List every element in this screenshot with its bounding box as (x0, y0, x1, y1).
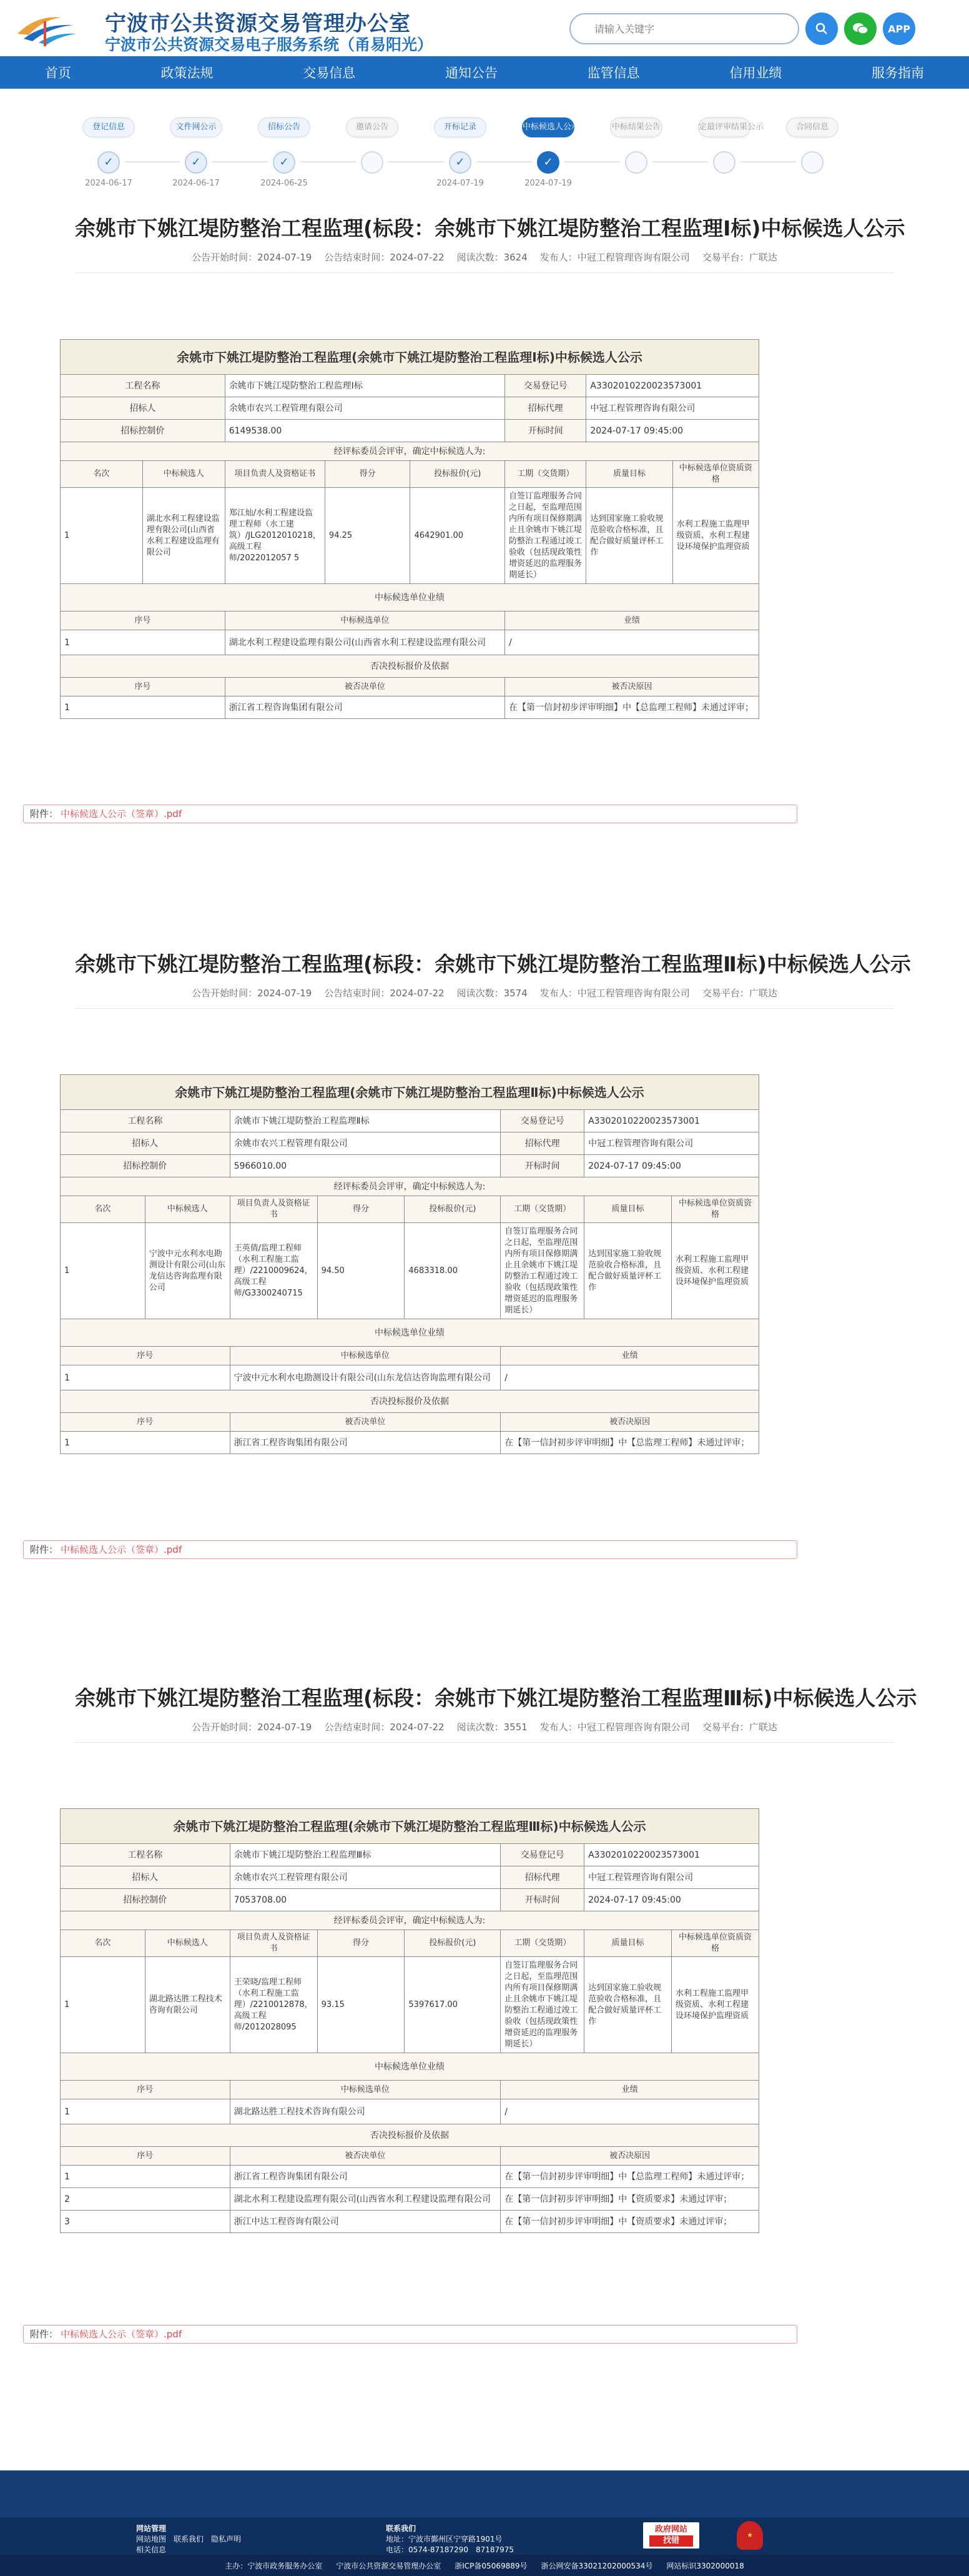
notice-meta: 公告开始时间：2024-07-19 公告结束时间：2024-07-22 阅读次数：3551 发布人：中冠工程管理咨询有限公司 交易平台：广联达 (192, 1721, 777, 1733)
step-3[interactable] (346, 117, 398, 179)
table-row: 1 湖北路达胜工程技术咨询有限公司 / (61, 2099, 759, 2124)
step-label[interactable]: 登记信息 (82, 117, 135, 137)
table-row: 1 湖北水利工程建设监理有限公司(山西省水利工程建设监理有限公司 郑江灿/水利工程建设监理工程师（水工建筑）/JLG2012010218，高级工程师/2022012057 5 94.25 4642901.00 自签订监理服务合同之日起，至监理范围内所有项目保修期满止且余姚市下姚江堤防整治工程通过竣工验收（包括现政策性增资延迟的监理服务期延长） 达到国家施工验收规范验收合格标准，且配合做好质量评杯工作 水利工程施工监理甲级资质、水利工程建设环境保护监理资质 (61, 488, 759, 584)
attachment-link[interactable]: 中标候选人公示（签章）.pdf (61, 1544, 182, 1555)
wechat-button[interactable] (844, 12, 877, 45)
table-row: 1 宁波中元水利水电勘测设计有限公司(山东龙信达咨询监理有限公司 / (61, 1365, 759, 1390)
search-icon (815, 22, 829, 36)
table-row: 3 浙江中达工程咨询有限公司 在【第一信封初步评审明细】中【资质要求】未通过评审； (61, 2211, 759, 2233)
nav-supervision[interactable]: 监管信息 (587, 66, 640, 81)
step-date: 2024-06-25 (260, 179, 308, 188)
table-caption: 余姚市下姚江堤防整治工程监理(余姚市下姚江堤防整治工程监理Ⅲ标)中标候选人公示 (61, 1809, 759, 1844)
search-button[interactable] (805, 12, 838, 45)
attachment-link[interactable]: 中标候选人公示（签章）.pdf (61, 808, 182, 820)
search-input[interactable] (569, 13, 799, 44)
header (0, 0, 969, 56)
table-row: 1 湖北水利工程建设监理有限公司(山西省水利工程建设监理有限公司 / (61, 630, 759, 655)
gov-site-badge[interactable]: 政府网站 找错 (643, 2522, 699, 2549)
step-date: 2024-06-17 (85, 179, 132, 188)
step-check-icon: ✓ (537, 151, 559, 174)
notice-header (75, 212, 905, 273)
app-button[interactable]: APP (883, 12, 915, 45)
nav-credit[interactable]: 信用业绩 (729, 66, 782, 81)
main-nav (0, 56, 969, 89)
step-check-icon: ✓ (449, 151, 471, 174)
step-check-icon: ✓ (185, 151, 207, 174)
table-row: 1 宁波中元水利水电勘测设计有限公司(山东龙信达咨询监理有限公司 王英倩/监理工程师（水利工程施工监理）/2210009624，高级工程师/G3300240715 94.50 4683318.00 自签订监理服务合同之日起，至监理范围内所有项目保修期满止且余姚市下姚江堤防整治工程通过竣工验收（包括现政策性增资延迟的监理服务期延长） 达到国家施工验收规范验收合格标准，且配合做好质量评杯工作 水利工程施工监理甲级资质、水利工程建设环境保护监理资质 (61, 1223, 759, 1319)
nav-guide[interactable]: 服务指南 (872, 66, 925, 81)
nav-home[interactable]: 首页 (44, 66, 71, 81)
step-label[interactable]: 合同信息 (786, 117, 839, 137)
table-row: 1 湖北路达胜工程技术咨询有限公司 王荣晓/监理工程师（水利工程施工监理）/2210012878，高级工程师/2012028095 93.15 5397617.00 自签订监理服务合同之日起，至监理范围内所有项目保修期满止且余姚市下姚江堤防整治工程通过竣工验收（包括现政策性增资延迟的监理服务期延长） 达到国家施工验收规范验收合格标准，且配合做好质量评杯工作 水利工程施工监理甲级资质、水利工程建设环境保护监理资质 (61, 1957, 759, 2053)
notice-meta: 公告开始时间：2024-07-19 公告结束时间：2024-07-22 阅读次数：3624 发布人：中冠工程管理咨询有限公司 交易平台：广联达 (192, 252, 777, 263)
step-date: 2024-07-19 (436, 179, 484, 188)
police-badge-icon[interactable]: ★ (737, 2521, 763, 2550)
step-check-icon (801, 151, 824, 174)
attachment: 附件： 中标候选人公示（签章）.pdf (23, 2325, 797, 2344)
step-date: 2024-07-19 (524, 179, 572, 188)
step-label[interactable]: 中标候选人公示 (522, 117, 574, 137)
step-label[interactable]: 开标记录 (434, 117, 486, 137)
step-label[interactable]: 招标公告 (258, 117, 310, 137)
step-label[interactable]: 中标结果公告 (610, 117, 662, 137)
table-row: 1 浙江省工程咨询集团有限公司 在【第一信封初步评审明细】中【总监理工程师】未通过评审； (61, 696, 759, 719)
process-steps (82, 117, 894, 199)
step-check-icon: ✓ (97, 151, 120, 174)
notice-title: 余姚市下姚江堤防整治工程监理(标段：余姚市下姚江堤防整治工程监理Ⅰ标)中标候选人公示 (75, 216, 905, 240)
site-subtitle: 宁波市公共资源交易电子服务系统（甬易阳光） (105, 36, 433, 54)
site-logo[interactable] (11, 9, 80, 47)
step-check-icon (361, 151, 383, 174)
table-caption: 余姚市下姚江堤防整治工程监理(余姚市下姚江堤防整治工程监理Ⅰ标)中标候选人公示 (61, 340, 759, 375)
attachment-link[interactable]: 中标候选人公示（签章）.pdf (61, 2329, 182, 2340)
nav-notice[interactable]: 通知公告 (445, 66, 498, 81)
table-caption: 余姚市下姚江堤防整治工程监理(余姚市下姚江堤防整治工程监理Ⅱ标)中标候选人公示 (61, 1075, 759, 1110)
notice-title: 余姚市下姚江堤防整治工程监理(标段：余姚市下姚江堤防整治工程监理Ⅱ标)中标候选人公示 (75, 952, 911, 976)
notice-meta: 公告开始时间：2024-07-19 公告结束时间：2024-07-22 阅读次数：3574 发布人：中冠工程管理咨询有限公司 交易平台：广联达 (192, 988, 777, 999)
step-label[interactable]: 定最评审结果公示 (698, 117, 750, 137)
step-label[interactable]: 邀请公告 (346, 117, 398, 137)
candidate-table: 余姚市下姚江堤防整治工程监理(余姚市下姚江堤防整治工程监理Ⅲ标)中标候选人公示 工程名称 余姚市下姚江堤防整治工程监理Ⅲ标 交易登记号 A3302010220023573001 招标人 余姚市农兴工程管理有限公司 招标代理 中冠工程管理咨询有限公司 招标控制价 7053708.00 开标时间 2024-07-17 09:45:00 经评标委员会评审，确定中标候选人为: 名次 中标候选人 项目负责人及资格证书 得分 投标报价(元) 工期（交货期） 质量目标 中标候选单位资质资格 1 湖北路达胜工程技术咨询有限公司 王荣晓/监理工程师（水利工程施工监理）/2210012878，高级工程师/2012028095 93.15 5397617.00 自签订监理服务合同之日起，至监理范围内所有项目保修期满止且余姚市下姚江堤防整治工程通过竣工验收（包括现政策性增资延迟的监理服务期延长） 达到国家施工验收规范验收合格标准，且配合做好质量评杯工作 水利工程施工监理甲级资质、水利工程建设环境保护监理资质 中标候选单位业绩 序号 中标候选单位 业绩 1 湖北路达胜工程技术咨询有限公司 / 否决投标报价及依据 序号 被否决单位 被否决原因 1 浙江省工程咨询集团有限公司 在【第一信封初步评审明细】中【总监理工程师】未通过评审； 2 湖北水利工程建设监理有限公司(山西省水利工程建设监理有限公司 在【第一信封初步评审明细】中【资质要求】未通过评审； 3 浙江中达工程咨询有限公司 在【第一信封初步评审明细】中【资质要求】未通过评审； (60, 1808, 759, 2233)
table-row: 1 浙江省工程咨询集团有限公司 在【第一信封初步评审明细】中【总监理工程师】未通过评审； (61, 2166, 759, 2188)
divider (75, 1742, 894, 1743)
step-date: 2024-06-17 (172, 179, 220, 188)
step-check-icon: ✓ (273, 151, 295, 174)
footer-links: 网站管理 网站地图 联系我们 隐私声明 相关信息 (136, 2524, 242, 2554)
step-2[interactable] (258, 117, 310, 188)
candidate-table: 余姚市下姚江堤防整治工程监理(余姚市下姚江堤防整治工程监理Ⅱ标)中标候选人公示 工程名称 余姚市下姚江堤防整治工程监理Ⅱ标 交易登记号 A3302010220023573001 招标人 余姚市农兴工程管理有限公司 招标代理 中冠工程管理咨询有限公司 招标控制价 5966010.00 开标时间 2024-07-17 09:45:00 经评标委员会评审，确定中标候选人为: 名次 中标候选人 项目负责人及资格证书 得分 投标报价(元) 工期（交货期） 质量目标 中标候选单位资质资格 1 宁波中元水利水电勘测设计有限公司(山东龙信达咨询监理有限公司 王英倩/监理工程师（水利工程施工监理）/2210009624，高级工程师/G3300240715 94.50 4683318.00 自签订监理服务合同之日起，至监理范围内所有项目保修期满止且余姚市下姚江堤防整治工程通过竣工验收（包括现政策性增资延迟的监理服务期延长） 达到国家施工验收规范验收合格标准，且配合做好质量评杯工作 水利工程施工监理甲级资质、水利工程建设环境保护监理资质 中标候选单位业绩 序号 中标候选单位 业绩 1 宁波中元水利水电勘测设计有限公司(山东龙信达咨询监理有限公司 / 否决投标报价及依据 序号 被否决单位 被否决原因 1 浙江省工程咨询集团有限公司 在【第一信封初步评审明细】中【总监理工程师】未通过评审； (60, 1074, 759, 1454)
footer-contact: 联系我们 地址：宁波市鄞州区宁穿路1901号 电话：0574-87187290 87187975 (386, 2524, 514, 2554)
footer-band (0, 2470, 969, 2517)
step-0[interactable] (82, 117, 135, 188)
step-4[interactable] (434, 117, 486, 188)
step-5[interactable] (522, 117, 580, 188)
attachment: 附件： 中标候选人公示（签章）.pdf (23, 805, 797, 823)
step-check-icon (713, 151, 735, 174)
step-check-icon (625, 151, 647, 174)
table-row: 1 浙江省工程咨询集团有限公司 在【第一信封初步评审明细】中【总监理工程师】未通过评审； (61, 1432, 759, 1454)
attachment: 附件： 中标候选人公示（签章）.pdf (23, 1540, 797, 1559)
step-1[interactable] (170, 117, 222, 188)
site-title: 宁波市公共资源交易管理办公室 (105, 11, 411, 36)
divider (75, 1008, 894, 1009)
divider (75, 272, 894, 273)
notice-header (75, 1682, 917, 1743)
candidate-table: 余姚市下姚江堤防整治工程监理(余姚市下姚江堤防整治工程监理Ⅰ标)中标候选人公示 工程名称 余姚市下姚江堤防整治工程监理Ⅰ标 交易登记号 A3302010220023573001 招标人 余姚市农兴工程管理有限公司 招标代理 中冠工程管理咨询有限公司 招标控制价 6149538.00 开标时间 2024-07-17 09:45:00 经评标委员会评审，确定中标候选人为: 名次 中标候选人 项目负责人及资格证书 得分 投标报价(元) 工期（交货期） 质量目标 中标候选单位资质资格 1 湖北水利工程建设监理有限公司(山西省水利工程建设监理有限公司 郑江灿/水利工程建设监理工程师（水工建筑）/JLG2012010218，高级工程师/2022012057 5 94.25 4642901.00 自签订监理服务合同之日起，至监理范围内所有项目保修期满止且余姚市下姚江堤防整治工程通过竣工验收（包括现政策性增资延迟的监理服务期延长） 达到国家施工验收规范验收合格标准，且配合做好质量评杯工作 水利工程施工监理甲级资质、水利工程建设环境保护监理资质 中标候选单位业绩 序号 中标候选单位 业绩 1 湖北水利工程建设监理有限公司(山西省水利工程建设监理有限公司 / 否决投标报价及依据 序号 被否决单位 被否决原因 1 浙江省工程咨询集团有限公司 在【第一信封初步评审明细】中【总监理工程师】未通过评审； (60, 339, 759, 719)
nav-trade-info[interactable]: 交易信息 (303, 66, 356, 81)
wechat-icon (852, 22, 868, 36)
step-6[interactable] (610, 117, 662, 179)
nav-policy[interactable]: 政策法规 (160, 66, 214, 81)
notice-title: 余姚市下姚江堤防整治工程监理(标段：余姚市下姚江堤防整治工程监理Ⅲ标)中标候选人公示 (75, 1686, 917, 1710)
step-8[interactable] (786, 117, 839, 179)
table-row: 2 湖北水利工程建设监理有限公司(山西省水利工程建设监理有限公司 在【第一信封初步评审明细】中【资质要求】未通过评审； (61, 2188, 759, 2211)
notice-header (75, 948, 911, 1009)
step-7[interactable] (698, 117, 764, 179)
step-label[interactable]: 文件网公示 (170, 117, 222, 137)
footer-bottom: 主办：宁波市政务服务办公室 宁波市公共资源交易管理办公室 浙ICP备05069889号 浙公网安备33021202000534号 网站标识3302000018 (0, 2555, 969, 2576)
